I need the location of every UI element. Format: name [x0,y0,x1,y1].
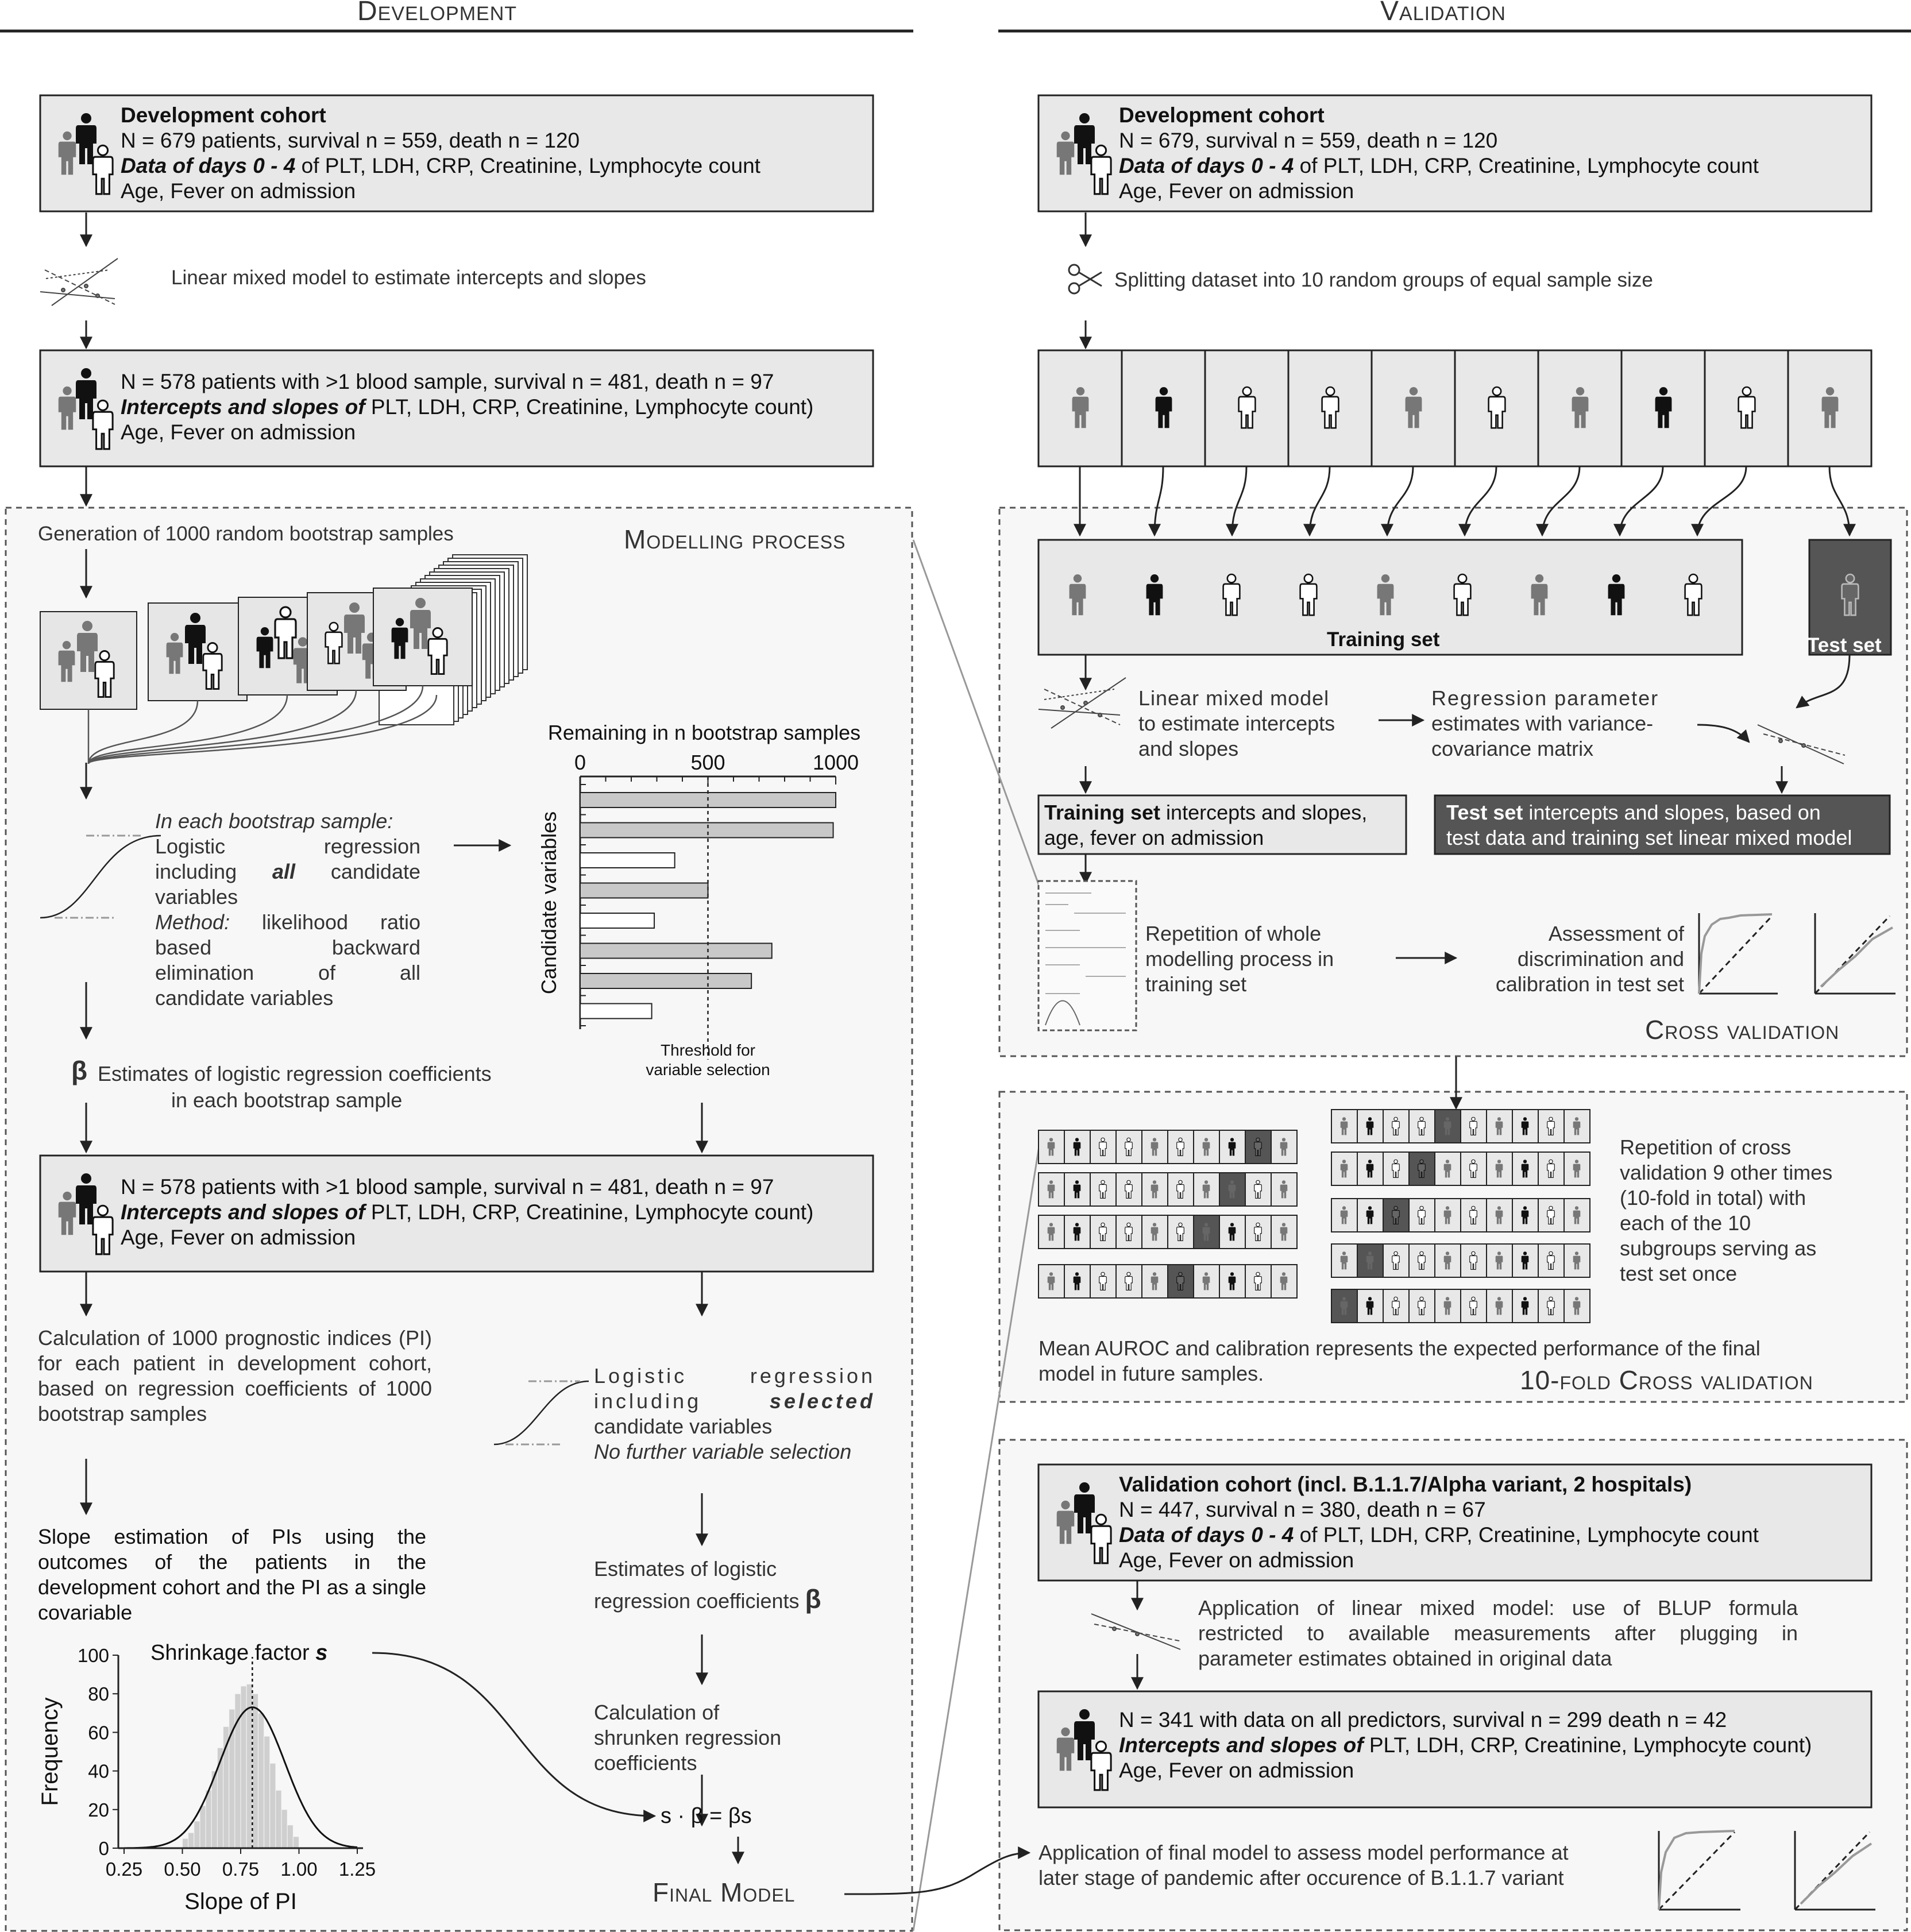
bar-y-label: Candidate variables [537,811,561,995]
final-app-l1: Application of final model to assess model performance at [1038,1841,1569,1864]
assess-l3: calibration in test set [1495,972,1684,996]
logreg-all-l1: In each bootstrap sample: [155,809,393,833]
x-tick-label: 1000 [812,751,859,774]
val-lmm-l3: and slopes [1138,737,1239,760]
dev-cohort-line3: Age, Fever on admission [121,179,356,203]
hist-bar [183,1838,188,1848]
rep-l3: training set [1145,972,1247,996]
test-intercepts-l1: Test set intercepts and slopes, based on [1446,801,1821,824]
cv-text-l2: validation 9 other times [1620,1161,1833,1184]
mean-auroc-l1: Mean AUROC and calibration represents the expected performance of the final [1038,1336,1761,1360]
validation-header: Validation [1380,0,1506,26]
hist-bar [281,1810,287,1848]
hist-x-tick-label: 1.00 [280,1858,318,1880]
cv-text-l3: (10-fold in total) with [1620,1186,1806,1210]
hist-bar [287,1825,293,1848]
rep-l1: Repetition of whole [1145,922,1322,945]
logreg-sel-l4: No further variable selection [594,1440,852,1463]
logreg-sel-l1: Logistic regression [594,1364,875,1388]
box341-line1: N = 341 with data on all predictors, survival n = 299 death n = 42 [1119,1708,1727,1732]
valcoh-title: Validation cohort (incl. B.1.1.7/Alpha variant, 2 hospitals) [1119,1473,1692,1496]
hist-y-tick-label: 80 [88,1683,109,1705]
assess-l2: discrimination and [1517,947,1684,971]
logreg-all-l7: elimination of all [155,961,420,984]
bootstrap-generation-text: Generation of 1000 random bootstrap samples [38,523,454,545]
val-lmm-l1: Linear mixed model [1138,686,1330,710]
logreg-all-l5: Method: likelihood ratio [155,910,420,934]
linear-model-icon [40,258,118,306]
val-cohort-line2: Data of days 0 - 4 of PLT, LDH, CRP, Creatinine, Lymphocyte count [1119,154,1759,177]
hist-bar [194,1821,200,1848]
beta-symbol: β [71,1056,88,1085]
hist-y-tick-label: 100 [77,1645,109,1666]
assess-l1: Assessment of [1548,922,1684,945]
dev-box3-line2: Intercepts and slopes of PLT, LDH, CRP, Creatinine, Lymphocyte count) [121,1200,814,1224]
rep-l2: modelling process in [1145,947,1334,971]
beta-text1: Estimates of logistic regression coefficients [98,1062,492,1085]
final-app-l2: later stage of pandemic after occurence of B.1.1.7 variant [1038,1866,1564,1890]
box341-line3: Age, Fever on admission [1119,1759,1354,1782]
val-cohort-title: Development cohort [1119,103,1325,127]
hist-x-tick-label: 0.50 [164,1858,201,1880]
slope-estimation-text: Slope estimation of PIs using the outcomes of the patients in the development cohort and the PI as a single covariable [38,1525,426,1624]
est-coef-l2: regression coefficients β [594,1584,821,1614]
logreg-all-l8: candidate variables [155,986,334,1010]
bar [580,913,654,928]
dev-cohort-line1: N = 679 patients, survival n = 559, death n = 120 [121,129,580,152]
bar [580,1004,652,1019]
modelling-process-thumbnail [1038,881,1136,1030]
hist-bar [206,1790,211,1848]
threshold-label: Threshold for [661,1041,755,1059]
training-set-label: Training set [1327,628,1440,651]
hist-y-label: Frequency [37,1697,63,1806]
threshold-label: variable selection [646,1061,770,1079]
development-header: Development [357,0,518,26]
lmm-text: Linear mixed model to estimate intercepts and slopes [171,266,646,289]
logreg-sel-l3: candidate variables [594,1415,773,1438]
hist-y-tick-label: 40 [88,1760,109,1782]
final-model-label: Final Model [653,1877,796,1907]
blup-l2: restricted to available measurements after plugging in [1198,1621,1798,1645]
hist-bar [252,1694,258,1848]
dev-cohort-line2: Data of days 0 - 4 of PLT, LDH, CRP, Creatinine, Lymphocyte count [121,154,760,177]
hist-bar [229,1709,235,1848]
beta-text2: in each bootstrap sample [171,1088,403,1112]
hist-y-tick-label: 0 [98,1838,109,1859]
hist-bar [264,1736,270,1848]
hist-x-tick-label: 0.25 [105,1858,143,1880]
dev-cohort-title: Development cohort [121,103,326,127]
dev-box2-line2: Intercepts and slopes of PLT, LDH, CRP, Creatinine, Lymphocyte count) [121,395,814,419]
modelling-process-label: Modelling process [624,524,846,554]
hist-y-tick-label: 20 [88,1799,109,1821]
calc-pi-text: Calculation of 1000 prognostic indices (PI) for each patient in development cohort, based on regression coefficients of 1000 bootstrap samples [38,1326,432,1425]
blup-l3: parameter estimates obtained in original data [1198,1647,1612,1670]
cv-text-l1: Repetition of cross [1620,1135,1792,1159]
shrinkage-label: Shrinkage factor s [150,1641,328,1665]
hist-bar [200,1806,206,1848]
logreg-sel-l2: including selected [594,1389,875,1413]
scissors-icon [1069,265,1102,293]
valcoh-line3: Age, Fever on admission [1119,1548,1354,1572]
dev-box3-line1: N = 578 patients with >1 blood sample, survival n = 481, death n = 97 [121,1175,774,1199]
cross-validation-label: Cross validation [1645,1015,1840,1045]
split-text: Splitting dataset into 10 random groups of equal sample size [1114,269,1653,291]
logreg-all-l4: variables [155,885,238,909]
logreg-all-l2: Logistic regression [155,834,420,858]
logreg-all-l6: based backward [155,936,420,959]
hist-bar [293,1837,299,1848]
hist-bar [258,1713,264,1848]
calc-shrunk-l3: coefficients [594,1751,697,1775]
shrink-formula: s · β = βs [661,1804,752,1828]
hist-x-label: Slope of PI [184,1889,297,1914]
test-set-label: Test set [1807,634,1882,656]
cv-text-l6: test set once [1620,1262,1738,1285]
mean-auroc-l2: model in future samples. [1038,1362,1264,1385]
val-lmm-l2: to estimate intercepts [1138,712,1335,735]
x-tick-label: 0 [574,751,586,774]
hist-bar [276,1790,281,1848]
dev-box2-line3: Age, Fever on admission [121,420,356,444]
valcoh-line2: Data of days 0 - 4 of PLT, LDH, CRP, Creatinine, Lymphocyte count [1119,1523,1759,1547]
valcoh-line1: N = 447, survival n = 380, death n = 67 [1119,1498,1486,1521]
blup-l1: Application of linear mixed model: use of BLUP formula [1198,1596,1798,1620]
cv-text-l5: subgroups serving as [1620,1237,1817,1260]
ten-fold-label: 10-fold Cross validation [1520,1365,1813,1395]
dev-box3-line3: Age, Fever on admission [121,1226,356,1249]
val-cohort-line3: Age, Fever on admission [1119,179,1354,203]
val-reg-l1: Regression parameter [1431,686,1659,710]
hist-bar [188,1833,194,1848]
hist-bar [270,1763,276,1848]
dev-box2-line1: N = 578 patients with >1 blood sample, survival n = 481, death n = 97 [121,370,774,393]
test-intercepts-l2: test data and training set linear mixed model [1446,826,1852,849]
train-intercepts-l2: age, fever on admission [1044,826,1264,849]
bar-chart-title: Remaining in n bootstrap samples [547,721,861,744]
val-reg-l3: covariance matrix [1431,737,1594,760]
est-coef-l1: Estimates of logistic [594,1557,777,1581]
cv-text-l4: each of the 10 [1620,1211,1751,1235]
val-reg-l2: estimates with variance- [1431,712,1654,735]
hist-y-tick-label: 60 [88,1722,109,1744]
calc-shrunk-l2: shrunken regression [594,1726,782,1749]
bar [580,883,708,898]
train-intercepts-l1: Training set intercepts and slopes, [1044,801,1368,824]
val-cohort-line1: N = 679, survival n = 559, death n = 120 [1119,129,1498,152]
calc-shrunk-l1: Calculation of [594,1701,720,1724]
logreg-all-l3: including all candidate [155,860,420,883]
bar [580,944,772,959]
box341-line2: Intercepts and slopes of PLT, LDH, CRP, Creatinine, Lymphocyte count) [1119,1733,1812,1757]
bar [580,973,751,988]
x-tick-label: 500 [690,751,725,774]
hist-x-tick-label: 0.75 [222,1858,260,1880]
bar [580,853,675,868]
bar [580,823,833,838]
hist-x-tick-label: 1.25 [338,1858,376,1880]
